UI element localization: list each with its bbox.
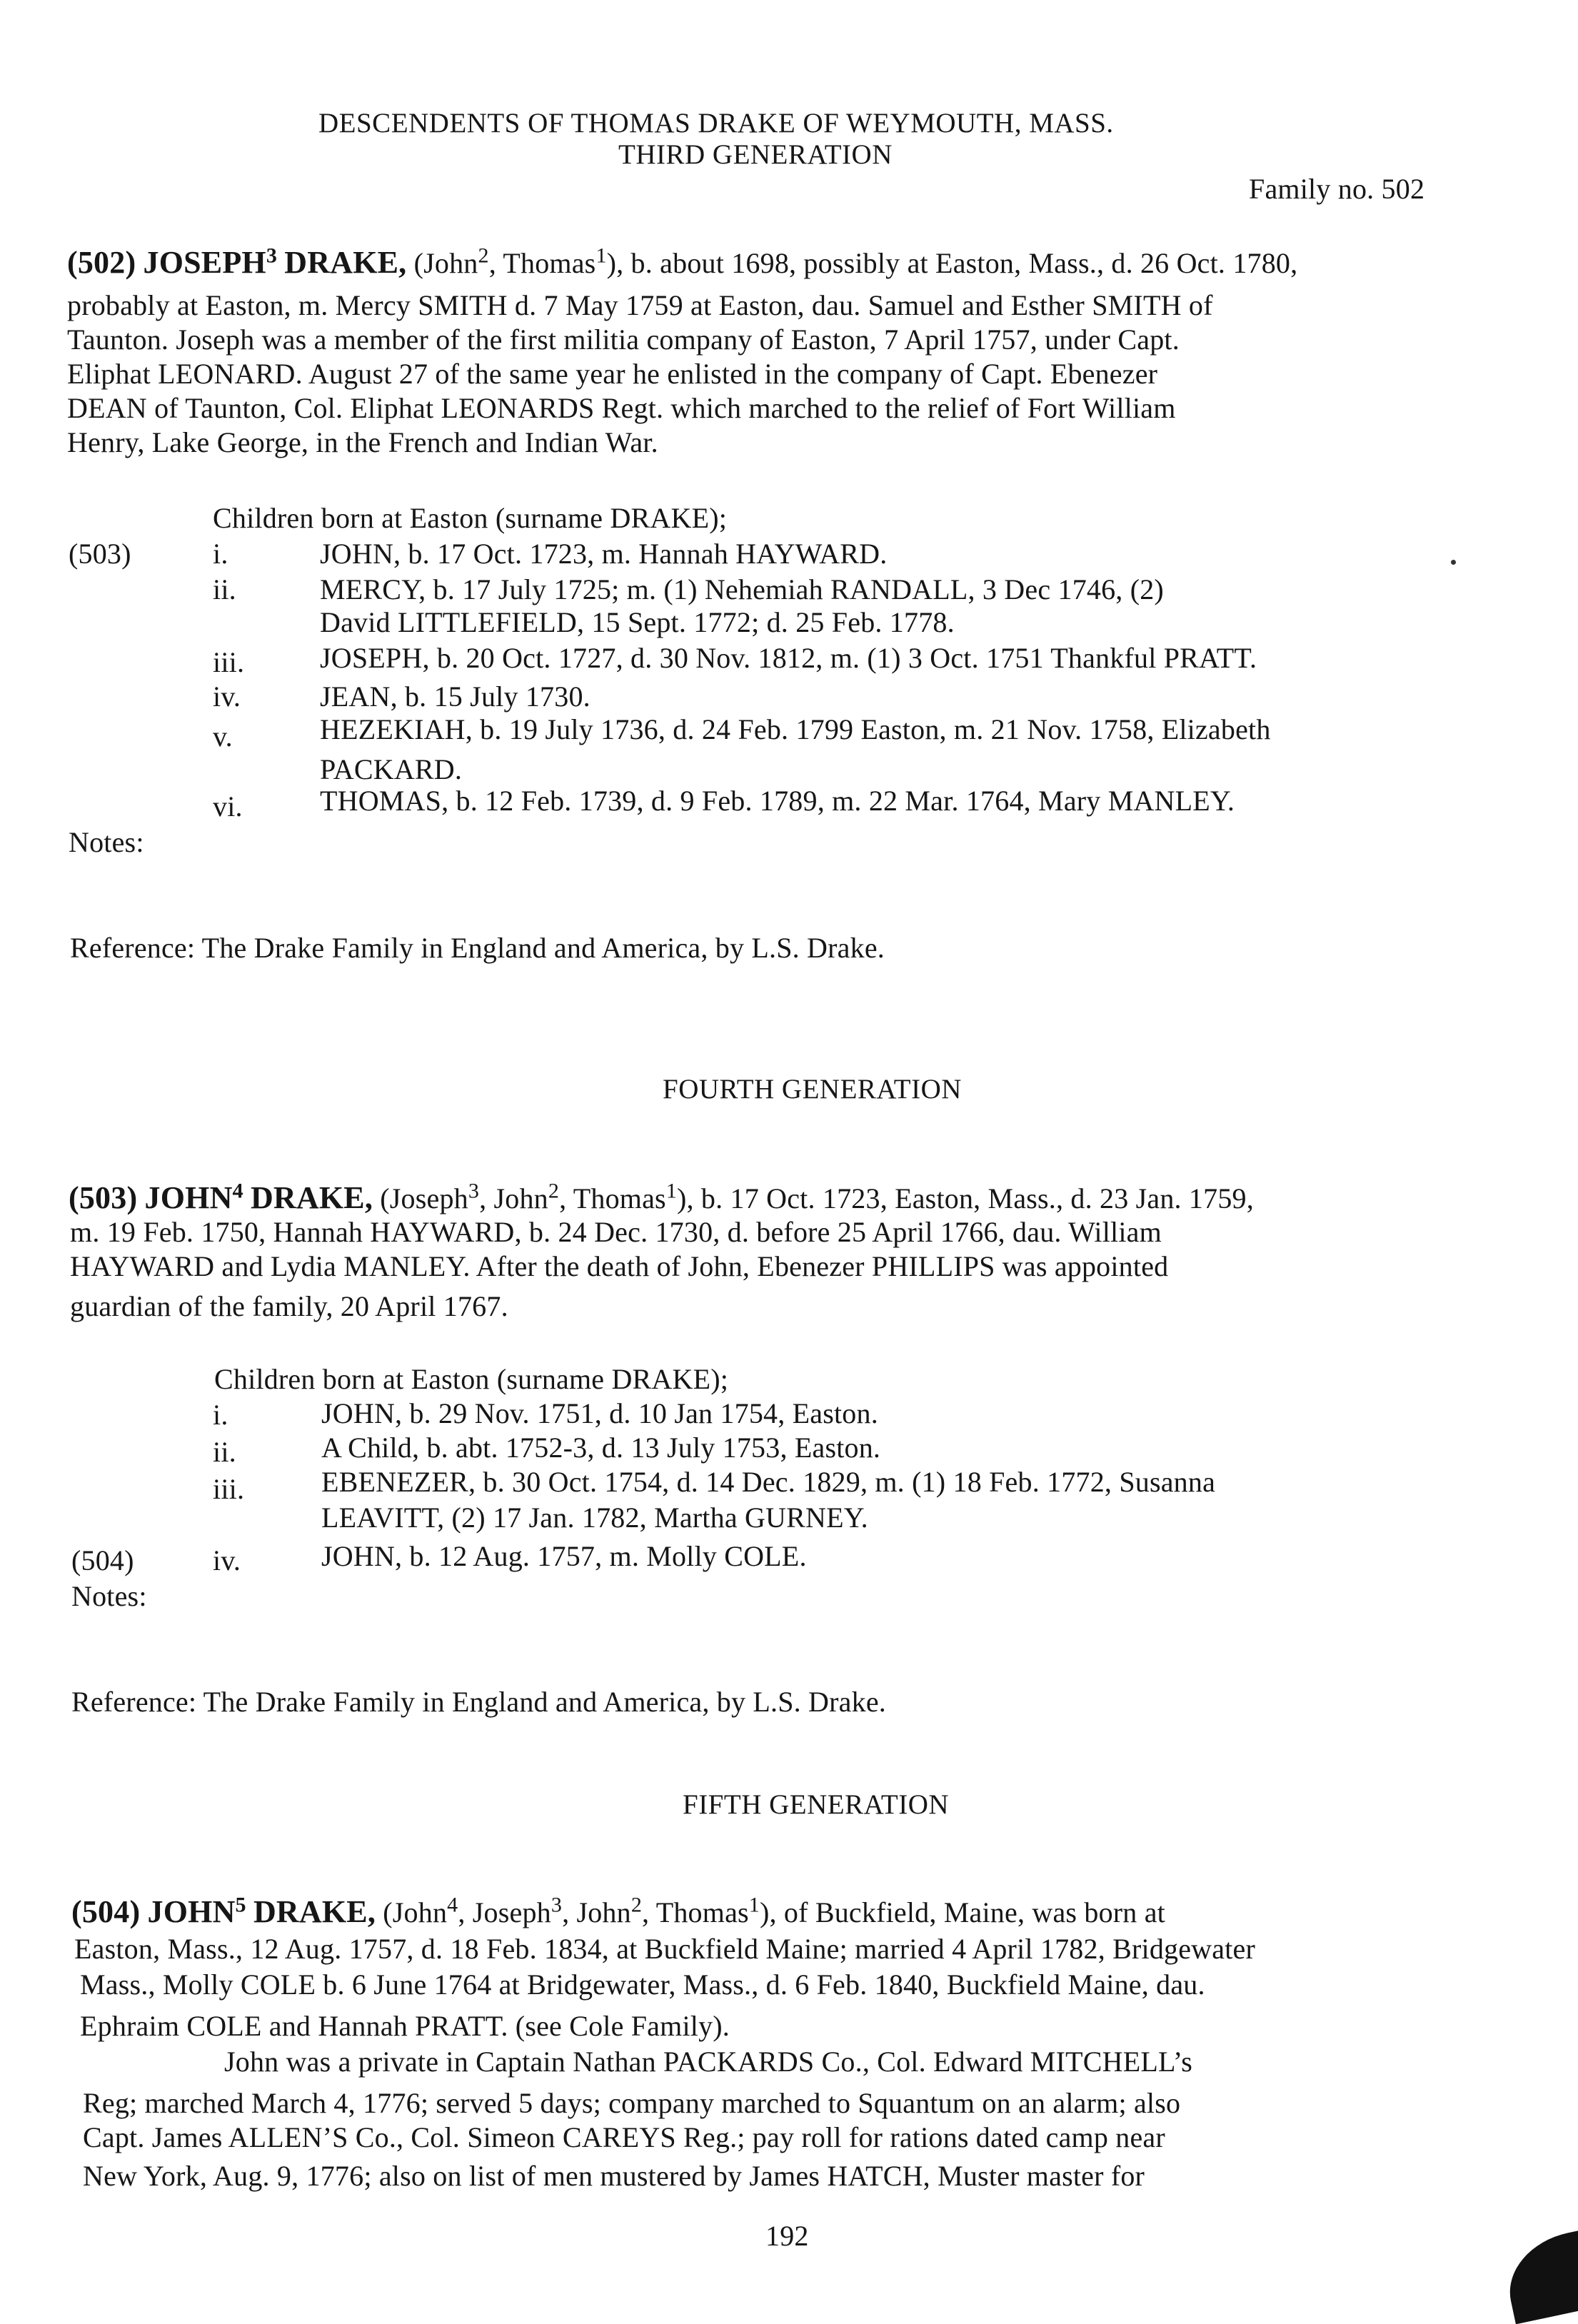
body-line: m. 19 Feb. 1750, Hannah HAYWARD, b. 24 Dec. 1730, d. before 25 April 1766, dau. William xyxy=(70,1216,1162,1248)
lead-rest: ), of Buckfield, Maine, was born at xyxy=(760,1896,1165,1928)
family-id: (502) xyxy=(67,245,136,280)
child-entry: HEZEKIAH, b. 19 July 1736, d. 24 Feb. 1799 Easton, m. 21 Nov. 1758, Elizabeth xyxy=(320,713,1271,745)
lineage-sup: 2 xyxy=(630,1893,643,1917)
lineage-mid: , John xyxy=(479,1182,548,1214)
person-name: JOHN xyxy=(147,1894,236,1929)
child-entry: PACKARD. xyxy=(320,753,463,785)
body-line: Reg; marched March 4, 1776; served 5 days; company marched to Squantum on an alarm; also xyxy=(83,2087,1181,2119)
lineage-open: (John xyxy=(383,1896,448,1928)
family-id: (504) xyxy=(71,1894,141,1929)
children-intro: Children born at Easton (surname DRAKE); xyxy=(213,502,728,534)
child-numeral: iii. xyxy=(213,1473,245,1505)
body-line: HAYWARD and Lydia MANLEY. After the death of John, Ebenezer PHILLIPS was appointed xyxy=(70,1250,1169,1282)
child-entry: EBENEZER, b. 30 Oct. 1754, d. 14 Dec. 1829, m. (1) 18 Feb. 1772, Susanna xyxy=(321,1466,1216,1498)
lineage-open: (Joseph xyxy=(380,1182,468,1214)
body-line: Easton, Mass., 12 Aug. 1757, d. 18 Feb. 1834, at Buckfield Maine; married 4 April 1782, Bridgewater xyxy=(74,1933,1255,1965)
speck xyxy=(1451,560,1456,565)
body-line: Capt. James ALLEN’S Co., Col. Simeon CAREYS Reg.; pay roll for rations dated camp near xyxy=(83,2121,1165,2153)
child-entry: David LITTLEFIELD, 15 Sept. 1772; d. 25 Feb. 1778. xyxy=(320,606,955,638)
child-numeral: ii. xyxy=(213,1436,236,1468)
body-line: probably at Easton, m. Mercy SMITH d. 7 May 1759 at Easton, dau. Samuel and Esther SMITH of xyxy=(67,289,1213,321)
child-numeral: i. xyxy=(213,538,228,570)
document-title: DESCENDENTS OF THOMAS DRAKE OF WEYMOUTH, MASS. xyxy=(318,108,1114,139)
body-line: John was a private in Captain Nathan PACKARDS Co., Col. Edward MITCHELL’s xyxy=(224,2046,1193,2078)
family-lead-502 xyxy=(67,243,1298,280)
child-numeral: ii. xyxy=(213,573,236,605)
lineage-sup: 2 xyxy=(548,1179,560,1203)
generation-heading: FIFTH GENERATION xyxy=(683,1789,950,1820)
generation-number: 4 xyxy=(232,1179,243,1203)
generation-number: 3 xyxy=(266,243,278,268)
lineage-mid: , Thomas xyxy=(488,247,596,279)
lead-rest: ), b. about 1698, possibly at Easton, Mass., d. 26 Oct. 1780, xyxy=(606,247,1298,279)
child-entry: A Child, b. abt. 1752-3, d. 13 July 1753, Easton. xyxy=(321,1432,881,1464)
reference: Reference: The Drake Family in England and America, by L.S. Drake. xyxy=(70,932,885,964)
generation-number: 5 xyxy=(235,1893,246,1917)
child-ref: (503) xyxy=(69,538,131,570)
child-entry: MERCY, b. 17 July 1725; m. (1) Nehemiah RANDALL, 3 Dec 1746, (2) xyxy=(320,573,1164,605)
child-numeral: vi. xyxy=(213,790,243,823)
lineage-mid: , Joseph xyxy=(458,1896,551,1928)
child-entry: JOSEPH, b. 20 Oct. 1727, d. 30 Nov. 1812, m. (1) 3 Oct. 1751 Thankful PRATT. xyxy=(320,642,1257,674)
page-number: 192 xyxy=(765,2220,809,2252)
body-line: Eliphat LEONARD. August 27 of the same year he enlisted in the company of Capt. Ebenezer xyxy=(67,358,1158,390)
family-lead-503 xyxy=(69,1179,1254,1215)
body-line: Ephraim COLE and Hannah PRATT. (see Cole Family). xyxy=(80,2010,730,2042)
page-curl-shadow xyxy=(1499,2227,1578,2324)
family-lead-504 xyxy=(71,1893,1165,1929)
lineage-sup: 4 xyxy=(447,1893,458,1917)
person-name: JOHN xyxy=(144,1180,233,1215)
family-number: Family no. 502 xyxy=(1249,173,1425,205)
child-numeral: iv. xyxy=(213,1544,241,1576)
surname: DRAKE, xyxy=(250,1180,373,1215)
generation-heading: THIRD GENERATION xyxy=(618,139,893,170)
lineage-mid: , John xyxy=(562,1896,631,1928)
generation-heading: FOURTH GENERATION xyxy=(663,1074,962,1105)
child-numeral: i. xyxy=(213,1399,228,1431)
lead-rest: ), b. 17 Oct. 1723, Easton, Mass., d. 23 Jan. 1759, xyxy=(677,1182,1254,1214)
body-line: DEAN of Taunton, Col. Eliphat LEONARDS Regt. which marched to the relief of Fort William xyxy=(67,392,1176,424)
child-numeral: v. xyxy=(213,720,233,753)
lineage-open: (John xyxy=(413,247,478,279)
person-name: JOSEPH xyxy=(143,245,266,280)
lineage-sup: 1 xyxy=(595,243,607,268)
body-line: Henry, Lake George, in the French and Indian War. xyxy=(67,426,658,458)
body-line: Mass., Molly COLE b. 6 June 1764 at Bridgewater, Mass., d. 6 Feb. 1840, Buckfield Maine, dau. xyxy=(80,1968,1205,2001)
child-entry: JOHN, b. 17 Oct. 1723, m. Hannah HAYWARD. xyxy=(320,538,888,570)
child-ref: (504) xyxy=(71,1544,134,1576)
lineage-sup: 1 xyxy=(665,1179,678,1203)
lineage-sup: 3 xyxy=(551,1893,563,1917)
notes-label: Notes: xyxy=(71,1580,147,1612)
child-numeral: iv. xyxy=(213,680,241,713)
child-entry: JEAN, b. 15 July 1730. xyxy=(320,680,591,713)
surname: DRAKE, xyxy=(253,1894,376,1929)
children-intro: Children born at Easton (surname DRAKE); xyxy=(214,1363,729,1395)
body-line: Taunton. Joseph was a member of the first militia company of Easton, 7 April 1757, under Capt. xyxy=(67,323,1180,356)
lineage-mid: , Thomas xyxy=(642,1896,749,1928)
lineage-sup: 3 xyxy=(468,1179,480,1203)
family-id: (503) xyxy=(69,1180,138,1215)
lineage-sup: 1 xyxy=(748,1893,760,1917)
body-line: guardian of the family, 20 April 1767. xyxy=(70,1290,508,1322)
lineage-sup: 2 xyxy=(478,243,489,268)
child-entry: JOHN, b. 29 Nov. 1751, d. 10 Jan 1754, Easton. xyxy=(321,1397,878,1429)
child-entry: THOMAS, b. 12 Feb. 1739, d. 9 Feb. 1789, m. 22 Mar. 1764, Mary MANLEY. xyxy=(320,785,1235,817)
child-entry: LEAVITT, (2) 17 Jan. 1782, Martha GURNEY. xyxy=(321,1501,868,1534)
child-entry: JOHN, b. 12 Aug. 1757, m. Molly COLE. xyxy=(321,1540,807,1572)
body-line: New York, Aug. 9, 1776; also on list of men mustered by James HATCH, Muster master for xyxy=(83,2160,1145,2192)
child-numeral: iii. xyxy=(213,646,245,678)
reference: Reference: The Drake Family in England and America, by L.S. Drake. xyxy=(71,1686,886,1718)
lineage-mid: , Thomas xyxy=(559,1182,666,1214)
surname: DRAKE, xyxy=(284,245,407,280)
notes-label: Notes: xyxy=(69,826,144,858)
